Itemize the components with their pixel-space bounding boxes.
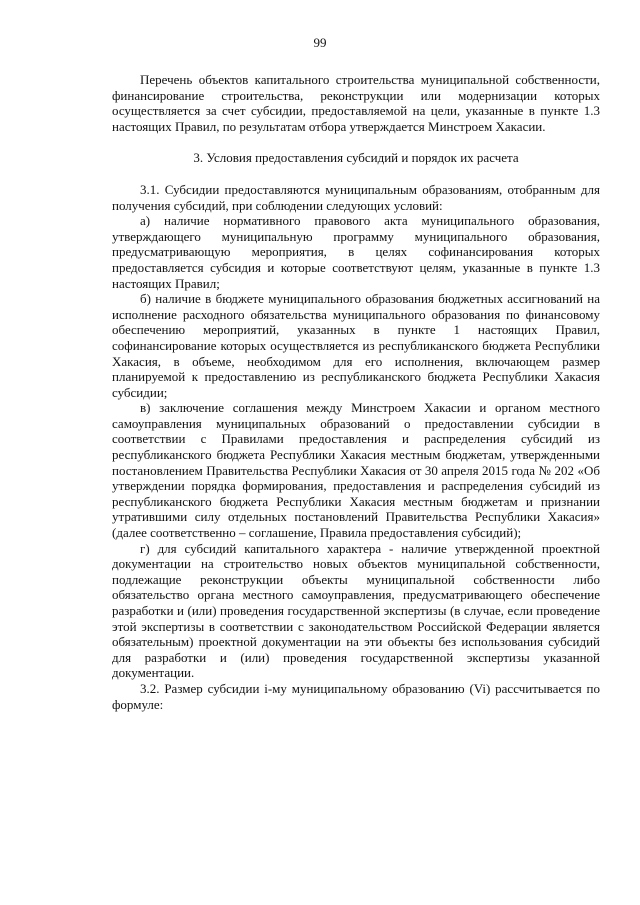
paragraph-3-2: 3.2. Размер субсидии i-му муниципальному образованию (Vi) рассчитывается по формуле:: [112, 680, 600, 712]
paragraph-intro: Перечень объектов капитального строительства муниципальной собственности, финансирование строительства, реконструкции или модернизации которых осуществляется за счет субсидии, предоставляемой на цели, указанные в пункте 1.3 настоящих Правил, по результатам отбора утверждается Минстроем Хакасии.: [112, 72, 600, 134]
list-item-a: а) наличие нормативного правового акта муниципального образования, утверждающего муниципальную программу муниципального образования, предусматривающую мероприятия, в целях софинансирования которых предоставляется субсидия и которые соответствуют целям, указанные в пункте 1.3 настоящих Правил;: [112, 213, 600, 291]
paragraph-3-1: 3.1. Субсидии предоставляются муниципальным образованиям, отобранным для получения субсидий, при соблюдении следующих условий:: [112, 181, 600, 213]
section-heading: 3. Условия предоставления субсидий и порядок их расчета: [193, 150, 519, 166]
list-item-g: г) для субсидий капитального характера - наличие утвержденной проектной документации на строительство новых объектов муниципальной собственности, подлежащие реконструкции объекты муниципальной собственности либо обязательство органа местного самоуправления, предусматривающего обеспечение разработки и (или) проведения государственной экспертизы (в случае, если проведение этой экспертизы в соответствии с законодательством Российской Федерации является обязательным) проектной документации на эти объекты без использования субсидий для разработки и (или) проведения государственной экспертизы указанной документации.: [112, 540, 600, 681]
list-item-b: б) наличие в бюджете муниципального образования бюджетных ассигнований на исполнение расходного обязательства муниципального образования по финансовому обеспечению мероприятий, указанных в пункте 1 настоящих Правил, софинансирование которых осуществляется из республиканского бюджета Республики Хакасия, в объеме, необходимом для его исполнения, включающем размер планируемой к предоставлению из республиканского бюджета Республики Хакасия субсидии;: [112, 291, 600, 400]
list-item-v: в) заключение соглашения между Минстроем Хакасии и органом местного самоуправления муниципальных образований о предоставлении субсидии в соответствии с Правилами предоставления и распределения субсидий из республиканского бюджета Республики Хакасия местным бюджетам, утвержденными постановлением Правительства Республики Хакасия от 30 апреля 2015 года № 202 «Об утверждении порядка формирования, предоставления и распределения субсидий из республиканского бюджета Республики Хакасия местным бюджетам и признании утратившими силу отдельных постановлений Правительства Республики Хакасия» (далее соответственно – соглашение, Правила предоставления субсидий);: [112, 400, 600, 541]
document-body: [112, 72, 600, 712]
page-number: 99: [313, 35, 327, 50]
